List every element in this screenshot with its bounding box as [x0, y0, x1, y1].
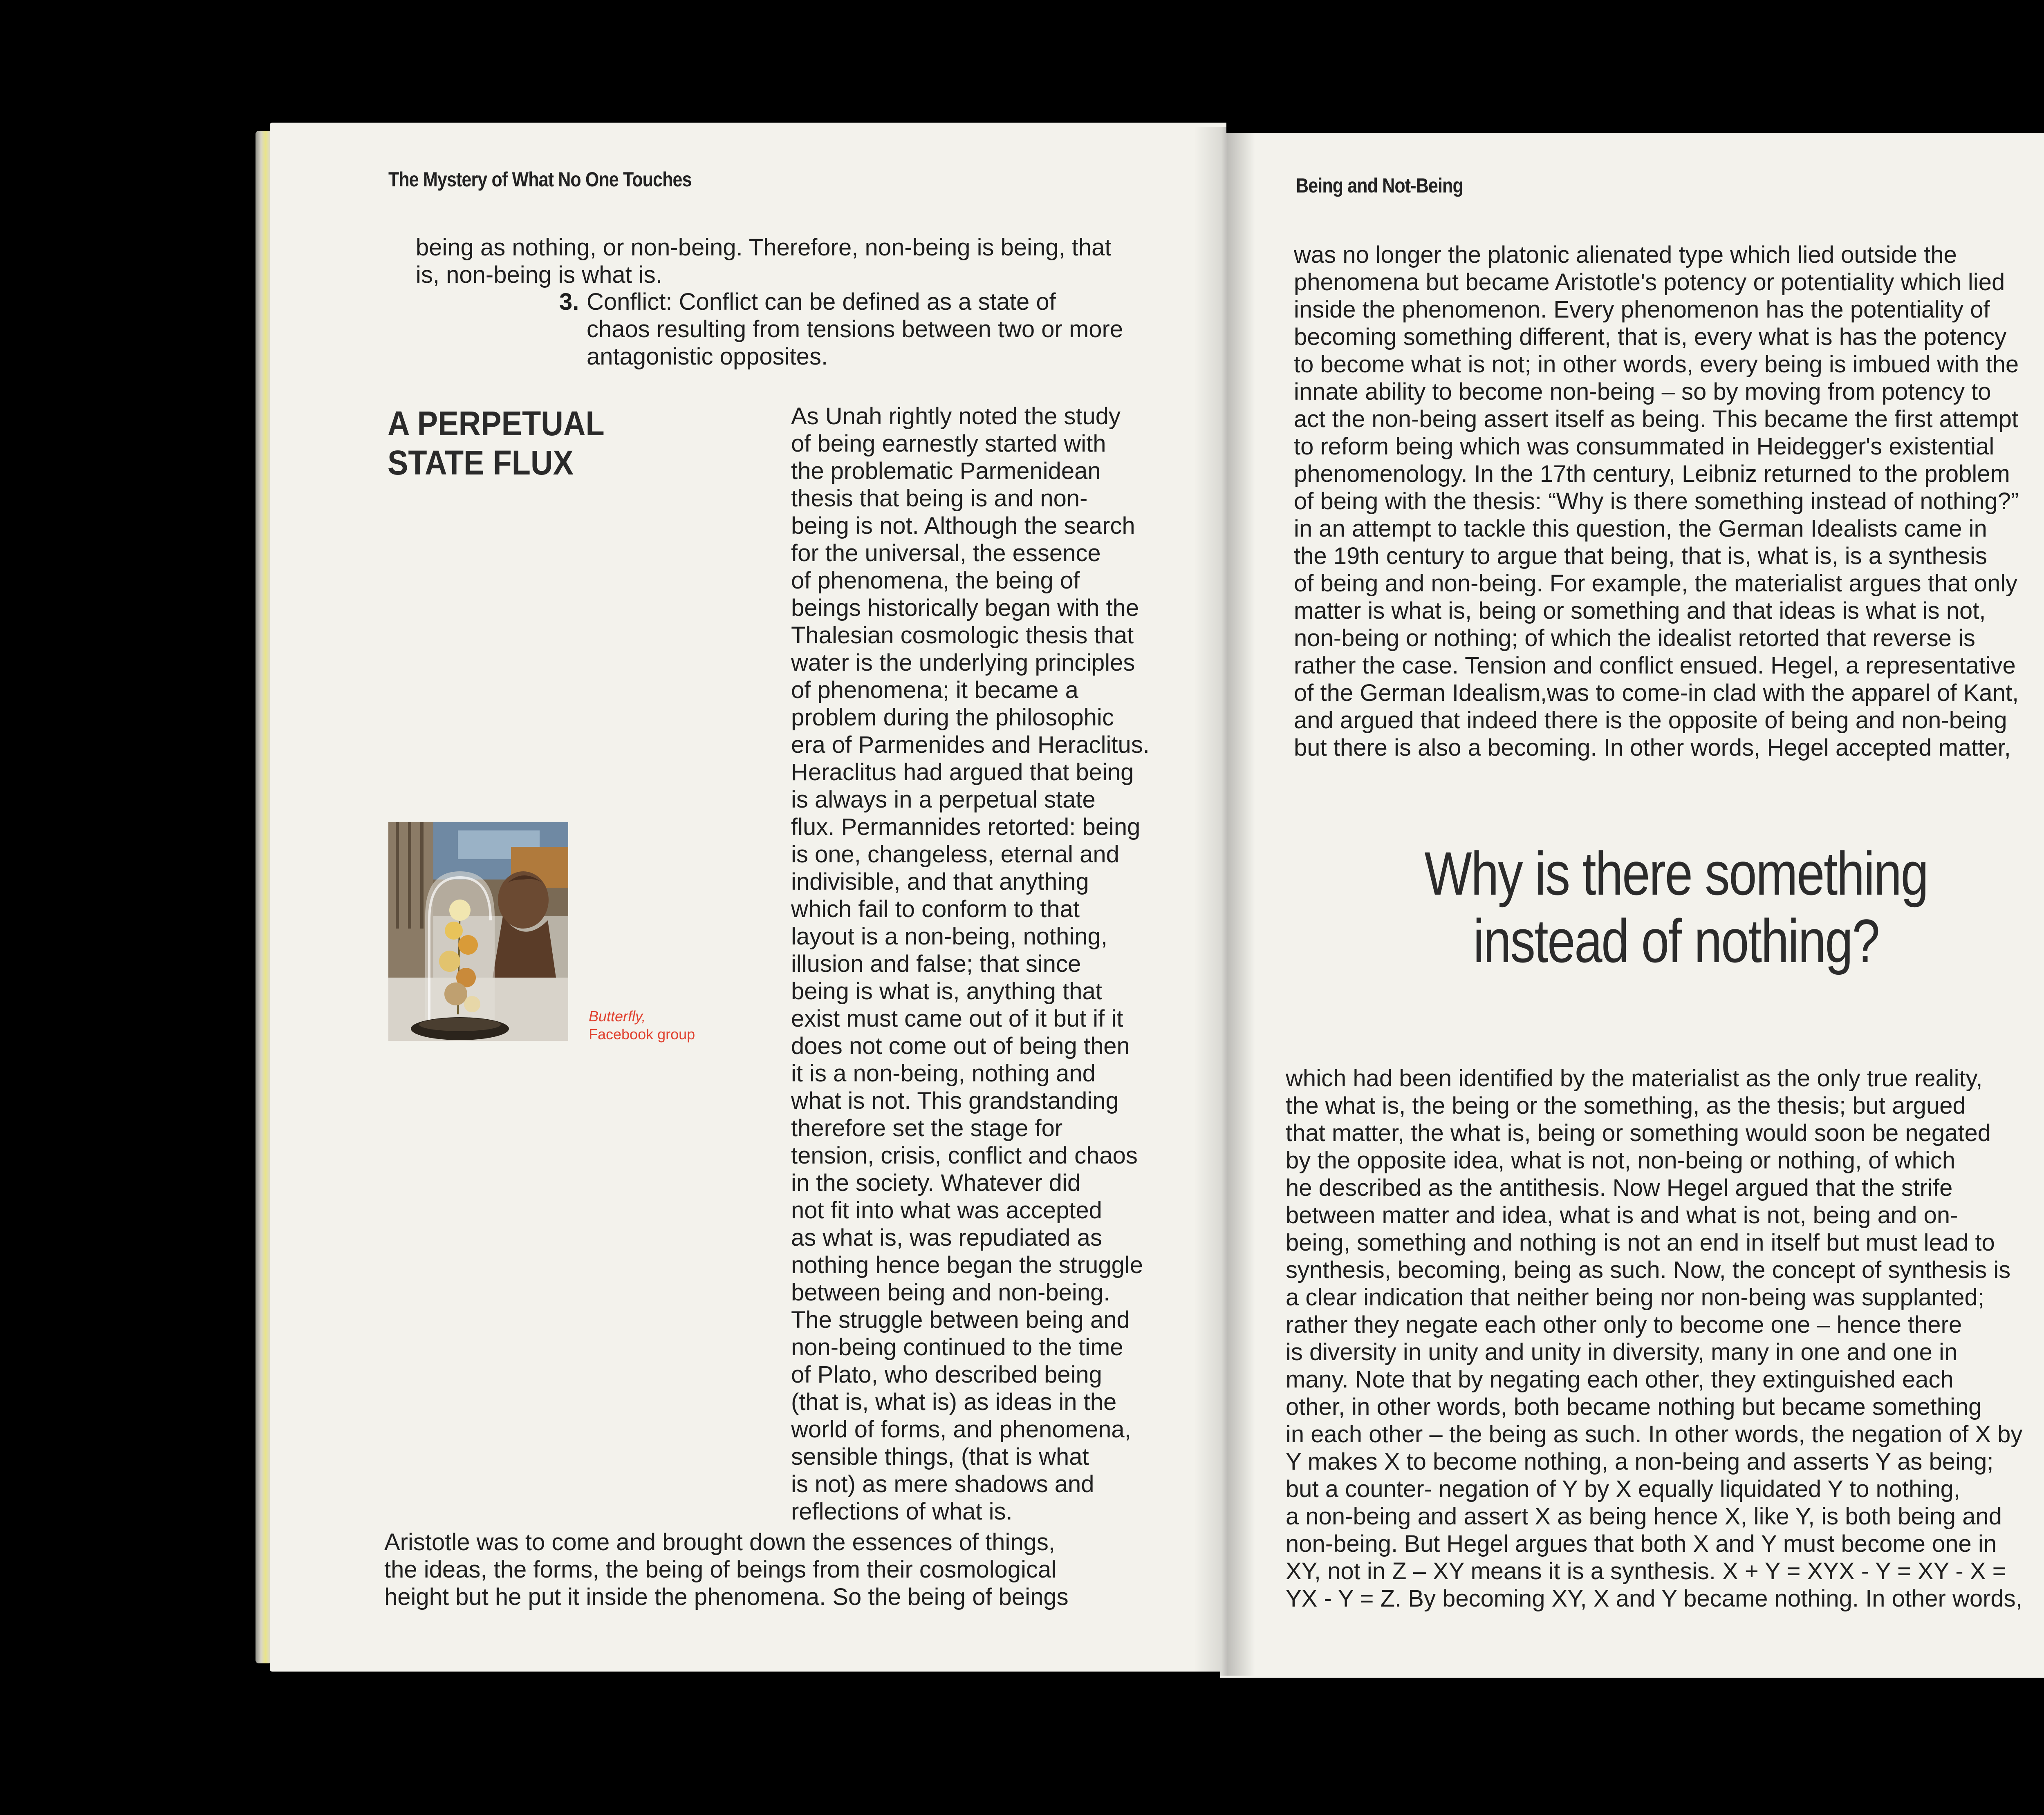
- text-line: sensible things, (that is what: [791, 1443, 1089, 1470]
- text-line: height but he put it inside the phenomena. So the being of beings: [384, 1584, 1069, 1610]
- text-line: the problematic Parmenidean: [791, 458, 1101, 484]
- text-line: Heraclitus had argued that being: [791, 759, 1134, 786]
- text-line: chaos resulting from tensions between two or more: [587, 316, 1123, 342]
- text-line: does not come out of being then: [791, 1033, 1130, 1059]
- text-line: As Unah rightly noted the study: [791, 403, 1121, 430]
- text-line: but there is also a becoming. In other words, Hegel accepted matter,: [1294, 734, 2011, 761]
- text-line: many. Note that by negating each other, they extinguished each: [1286, 1366, 1954, 1393]
- text-line: being is what is, anything that: [791, 978, 1102, 1005]
- text-line: as what is, was repudiated as: [791, 1224, 1102, 1251]
- caption-source: Facebook group: [589, 1026, 695, 1043]
- photo-caption: [589, 1007, 695, 1043]
- pull-quote-line: instead of nothing?: [1473, 906, 1879, 975]
- text-line: water is the underlying principles: [791, 649, 1135, 676]
- text-line: is not) as mere shadows and: [791, 1471, 1094, 1497]
- text-line: was no longer the platonic alienated type which lied outside the: [1294, 242, 1957, 268]
- text-line: for the universal, the essence: [791, 540, 1101, 566]
- text-line: that matter, the what is, being or something would soon be negated: [1286, 1120, 1991, 1146]
- text-line: beings historically began with the: [791, 595, 1139, 621]
- text-line: in an attempt to tackle this question, the German Idealists came in: [1294, 515, 1987, 542]
- text-line: thesis that being is and non-: [791, 485, 1088, 512]
- text-line: which fail to conform to that: [791, 896, 1080, 922]
- text-line: of the German Idealism,was to come-in clad with the apparel of Kant,: [1294, 680, 2019, 706]
- text-line: is always in a perpetual state: [791, 786, 1096, 813]
- caption-title: Butterfly,: [589, 1008, 646, 1025]
- heading-line: A PERPETUAL: [388, 404, 605, 443]
- text-line: what is not. This grandstanding: [791, 1088, 1119, 1114]
- butterfly-photo: [388, 822, 568, 1041]
- text-line: other, in other words, both became nothing but became something: [1286, 1394, 1982, 1420]
- section-heading: [388, 404, 605, 482]
- closing-paragraph: [384, 1529, 1069, 1611]
- text-line: of being earnestly started with: [791, 430, 1106, 457]
- right-paragraph-1: [1294, 241, 2019, 761]
- text-line: between matter and idea, what is and what is not, being and on-: [1286, 1202, 1958, 1229]
- text-line: innate ability to become non-being – so by moving from potency to: [1294, 378, 1991, 405]
- text-line: becoming something different, that is, every what is has the potency: [1294, 324, 2007, 350]
- text-line: is diversity in unity and unity in diversity, many in one and one in: [1286, 1339, 1958, 1365]
- text-line: flux. Permannides retorted: being: [791, 814, 1141, 840]
- right-paragraph-2: [1286, 1065, 2022, 1612]
- text-line: to become what is not; in other words, every being is imbued with the: [1294, 351, 2019, 378]
- text-line: antagonistic opposites.: [587, 343, 828, 370]
- text-line: being, something and nothing is not an end in itself but must lead to: [1286, 1229, 1995, 1256]
- text-line: act the non-being assert itself as being. This became the first attempt: [1294, 406, 2019, 432]
- text-line: nothing hence began the struggle: [791, 1252, 1143, 1278]
- text-line: matter is what is, being or something and that ideas is what is not,: [1294, 598, 1986, 624]
- list-number: 3.: [559, 289, 579, 315]
- text-line: inside the phenomenon. Every phenomenon has the potentiality of: [1294, 296, 1990, 323]
- text-line: XY, not in Z – XY means it is a synthesis. X + Y = XYX - Y = XY - X =: [1286, 1558, 2006, 1584]
- text-line: illusion and false; that since: [791, 951, 1081, 977]
- text-line: indivisible, and that anything: [791, 868, 1089, 895]
- text-line: being is not. Although the search: [791, 512, 1135, 539]
- text-line: rather the case. Tension and conflict ensued. Hegel, a representative: [1294, 652, 2016, 679]
- text-line: of phenomena, the being of: [791, 567, 1080, 594]
- text-line: exist must came out of it but if it: [791, 1005, 1123, 1032]
- text-line: the 19th century to argue that being, that is, what is, is a synthesis: [1294, 543, 1987, 569]
- text-line: tension, crisis, conflict and chaos: [791, 1142, 1138, 1169]
- text-line: problem during the philosophic: [791, 704, 1114, 731]
- text-line: a clear indication that neither being nor non-being was supplanted;: [1286, 1284, 1984, 1311]
- text-line: is one, changeless, eternal and: [791, 841, 1119, 868]
- photo-illustration: [388, 822, 568, 1041]
- running-head-left: The Mystery of What No One Touches: [388, 168, 692, 191]
- text-line: reflections of what is.: [791, 1498, 1013, 1525]
- text-line: is, non-being is what is.: [416, 262, 662, 288]
- text-line: the what is, the being or the something, as the thesis; but argued: [1286, 1092, 1966, 1119]
- text-line: (that is, what is) as ideas in the: [791, 1389, 1117, 1415]
- text-line: phenomena but became Aristotle's potency or potentiality which lied: [1294, 269, 2005, 295]
- text-line: The struggle between being and: [791, 1307, 1130, 1333]
- text-line: of being with the thesis: “Why is there something instead of nothing?”: [1294, 488, 2019, 515]
- text-line: non-being continued to the time: [791, 1334, 1123, 1361]
- text-line: YX - Y = Z. By becoming XY, X and Y became nothing. In other words,: [1286, 1585, 2022, 1612]
- text-line: non-being. But Hegel argues that both X and Y must become one in: [1286, 1531, 1997, 1557]
- pull-quote: [1374, 840, 1978, 975]
- text-line: era of Parmenides and Heraclitus.: [791, 732, 1150, 758]
- text-line: of phenomena; it became a: [791, 677, 1078, 703]
- text-line: but a counter- negation of Y by X equally liquidated Y to nothing,: [1286, 1476, 1960, 1502]
- text-line: phenomenology. In the 17th century, Leibniz returned to the problem: [1294, 461, 2010, 487]
- text-line: Aristotle was to come and brought down the essences of things,: [384, 1529, 1056, 1555]
- text-line: of being and non-being. For example, the materialist argues that only: [1294, 570, 2018, 597]
- text-line: Conflict: Conflict can be defined as a state of: [587, 289, 1056, 315]
- text-line: Y makes X to become nothing, a non-being and asserts Y as being;: [1286, 1448, 1994, 1475]
- list-item-text: [587, 288, 1123, 370]
- text-line: between being and non-being.: [791, 1279, 1110, 1306]
- text-line: therefore set the stage for: [791, 1115, 1063, 1141]
- text-line: by the opposite idea, what is not, non-being or nothing, of which: [1286, 1147, 1955, 1174]
- text-line: of Plato, who described being: [791, 1361, 1102, 1388]
- text-line: the ideas, the forms, the being of beings from their cosmological: [384, 1556, 1057, 1583]
- intro-paragraph: [416, 234, 1111, 289]
- text-line: layout is a non-being, nothing,: [791, 923, 1107, 950]
- text-line: in each other – the being as such. In other words, the negation of X by: [1286, 1421, 2023, 1448]
- running-head-right: Being and Not-Being: [1296, 174, 1463, 197]
- text-line: synthesis, becoming, being as such. Now, the concept of synthesis is: [1286, 1257, 2011, 1283]
- text-line: in the society. Whatever did: [791, 1170, 1081, 1196]
- text-line: he described as the antithesis. Now Hegel argued that the strife: [1286, 1175, 1953, 1201]
- text-line: world of forms, and phenomena,: [791, 1416, 1131, 1443]
- text-line: which had been identified by the materialist as the only true reality,: [1286, 1065, 1983, 1092]
- pull-quote-line: Why is there something: [1424, 839, 1928, 908]
- book-gutter: [1194, 127, 1255, 1676]
- text-line: Thalesian cosmologic thesis that: [791, 622, 1134, 649]
- text-line: it is a non-being, nothing and: [791, 1060, 1096, 1087]
- column-paragraph: [791, 403, 1150, 1525]
- text-line: being as nothing, or non-being. Therefore, non-being is being, that: [416, 234, 1112, 261]
- text-line: not fit into what was accepted: [791, 1197, 1102, 1224]
- text-line: rather they negate each other only to become one – hence there: [1286, 1311, 1962, 1338]
- text-line: and argued that indeed there is the opposite of being and non-being: [1294, 707, 2007, 734]
- heading-line: STATE FLUX: [388, 443, 574, 482]
- text-line: a non-being and assert X as being hence X, like Y, is both being and: [1286, 1503, 2002, 1530]
- text-line: to reform being which was consummated in Heidegger's existential: [1294, 433, 1995, 460]
- text-line: non-being or nothing; of which the idealist retorted that reverse is: [1294, 625, 1975, 651]
